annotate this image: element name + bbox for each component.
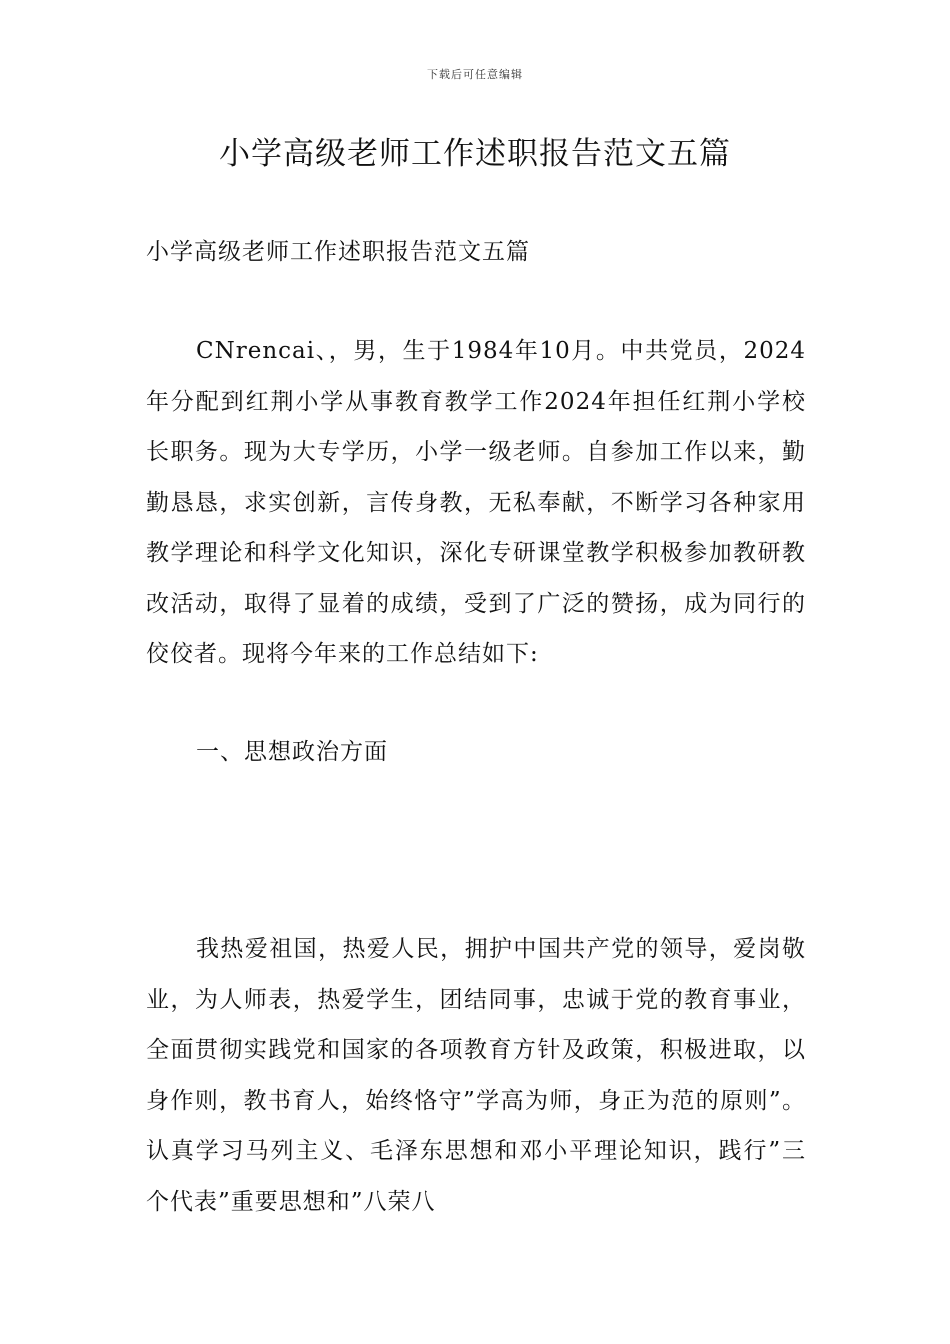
section-heading-political: 一、思想政治方面: [196, 739, 388, 765]
body-paragraph-political: 我热爱祖国，热爱人民，拥护中国共产党的领导，爱岗敬业，为人师表，热爱学生，团结同事，忠诚于党的教育事业，全面贯彻实践党和国家的各项教育方针及政策，积极进取，以身作则，教书育人，始终恪守”学高为师，身正为范的原则”。认真学习马列主义、毛泽东思想和邓小平理论知识，践行”三个代表”重要思想和”八荣八: [146, 936, 806, 1215]
document-title: 小学高级老师工作述职报告范文五篇: [219, 136, 731, 172]
document-subtitle: 小学高级老师工作述职报告范文五篇: [146, 239, 530, 265]
header-note: 下载后可任意编辑: [427, 68, 523, 81]
body-paragraph-intro: CNrencai、，男，生于1984年10月。中共党员，2024年分配到红荆小学从事教育教学工作2024年担任红荆小学校长职务。现为大专学历，小学一级老师。自参加工作以来，勤勤恳恳，求实创新，言传身教，无私奉献，不断学习各种家用教学理论和科学文化知识，深化专研课堂教学积极参加教研教改活动，取得了显着的成绩，受到了广泛的赞扬，成为同行的佼佼者。现将今年来的工作总结如下:: [146, 338, 806, 667]
